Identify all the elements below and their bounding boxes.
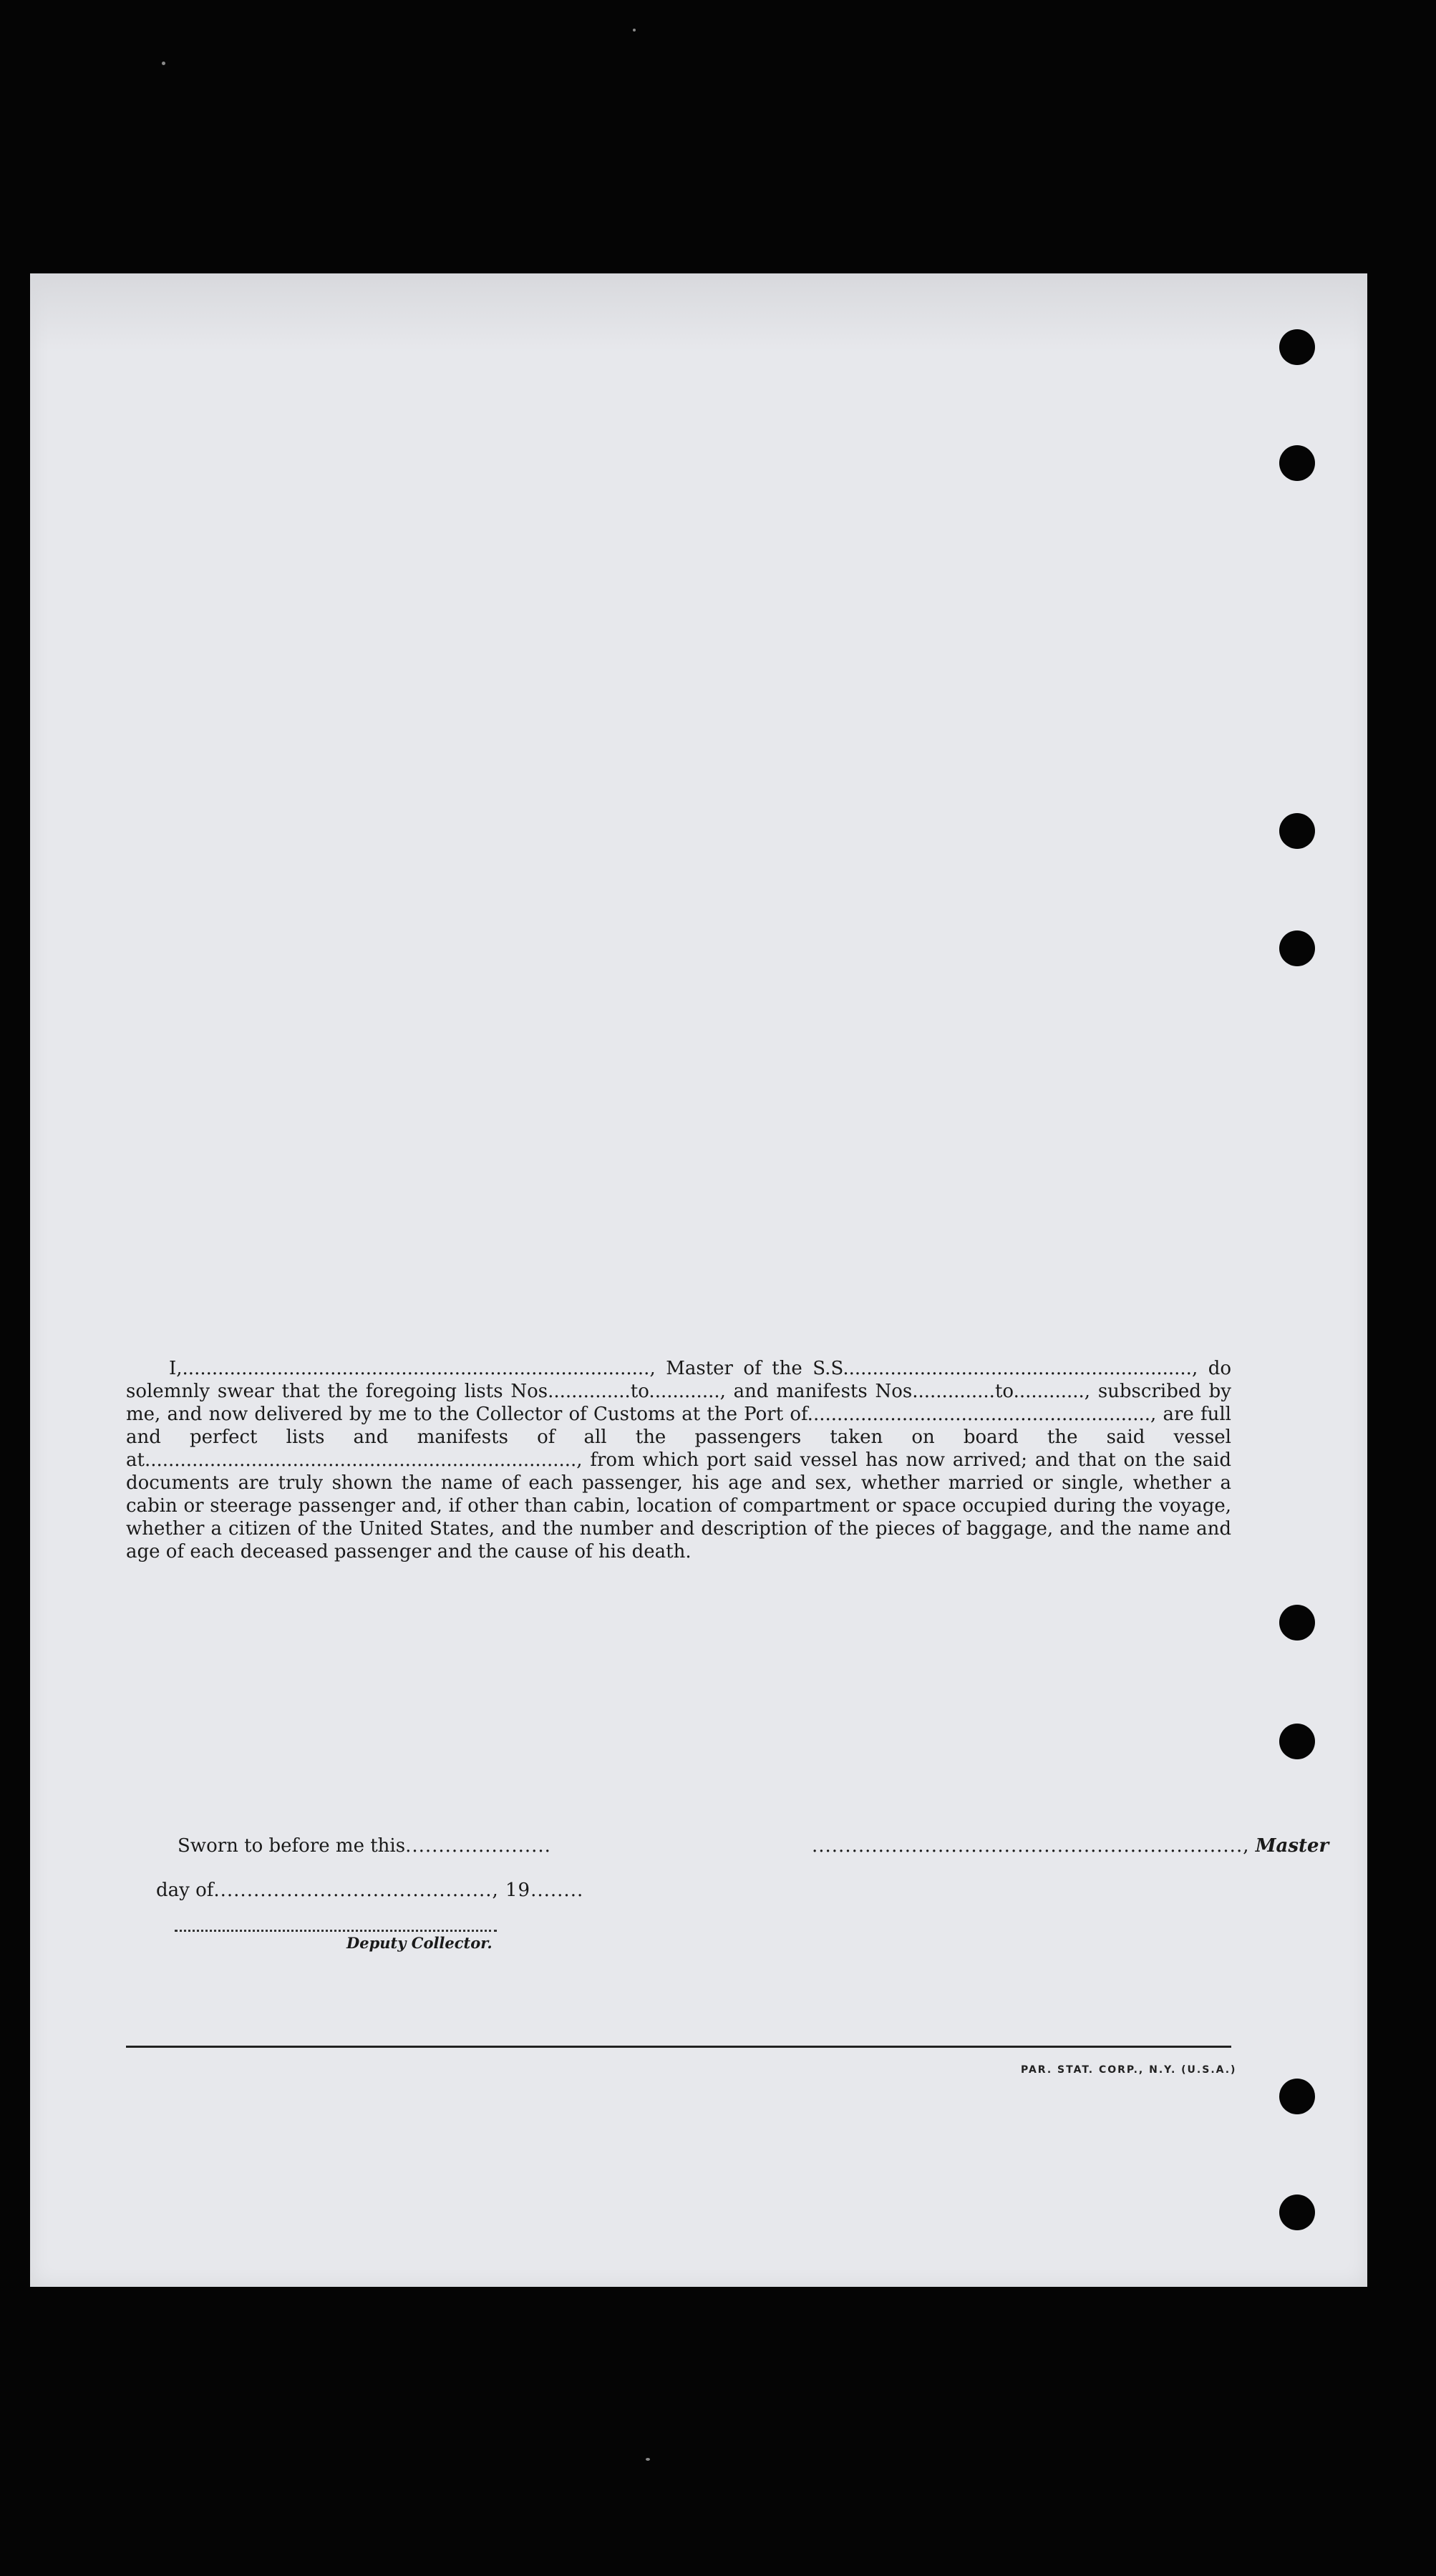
day-line <box>156 1880 583 1901</box>
oath-paragraph <box>126 1357 1231 1563</box>
scan-speck <box>162 62 165 65</box>
deputy-collector-label: Deputy Collector. <box>346 1934 493 1952</box>
deputy-signature-line <box>175 1930 497 1932</box>
master-signature-line <box>812 1835 1329 1857</box>
scan-speck <box>633 29 636 31</box>
master-label: Master <box>1255 1835 1329 1857</box>
master-dots: ................................................................., <box>812 1835 1250 1857</box>
scan-speck <box>646 2458 650 2461</box>
sworn-prefix: Sworn to before me this <box>178 1835 406 1857</box>
sworn-dots: ...................... <box>405 1835 551 1857</box>
oath-text: I,..............................................................................., Master of the S.S..........................................................., do solemnly swear that the foregoing lists Nos..............to............, and manifests Nos..............to............, subscribed by me, and now delivered by me to the Collector of Customs at the Port of.........................................................., are full and perfect lists and manifests of all the passengers taken on board the said vessel at........................................................................., from which port said vessel has now arrived; and that on the said documents are truly shown the name of each passenger, his age and sex, whether married or single, whether a cabin or steerage passenger and, if other than cabin, location of compartment or space occupied during the voyage, whether a citizen of the United States, and the number and description of the pieces of baggage, and the name and age of each deceased passenger and the cause of his death. <box>126 1358 1231 1562</box>
printer-mark: PAR. STAT. CORP., N.Y. (U.S.A.) <box>1021 2064 1237 2076</box>
punch-hole <box>1279 1605 1315 1641</box>
sworn-line <box>178 1835 551 1857</box>
punch-hole <box>1279 329 1315 365</box>
punch-hole <box>1279 445 1315 481</box>
punch-hole <box>1279 930 1315 966</box>
page-shading <box>30 273 1367 352</box>
horizontal-rule <box>126 2046 1231 2048</box>
punch-hole <box>1279 1724 1315 1759</box>
punch-hole <box>1279 2195 1315 2230</box>
document-page <box>30 273 1367 2287</box>
day-prefix: day of <box>156 1880 214 1901</box>
punch-hole <box>1279 2079 1315 2114</box>
day-dots: .........................................., 19........ <box>213 1880 584 1901</box>
punch-hole <box>1279 813 1315 849</box>
